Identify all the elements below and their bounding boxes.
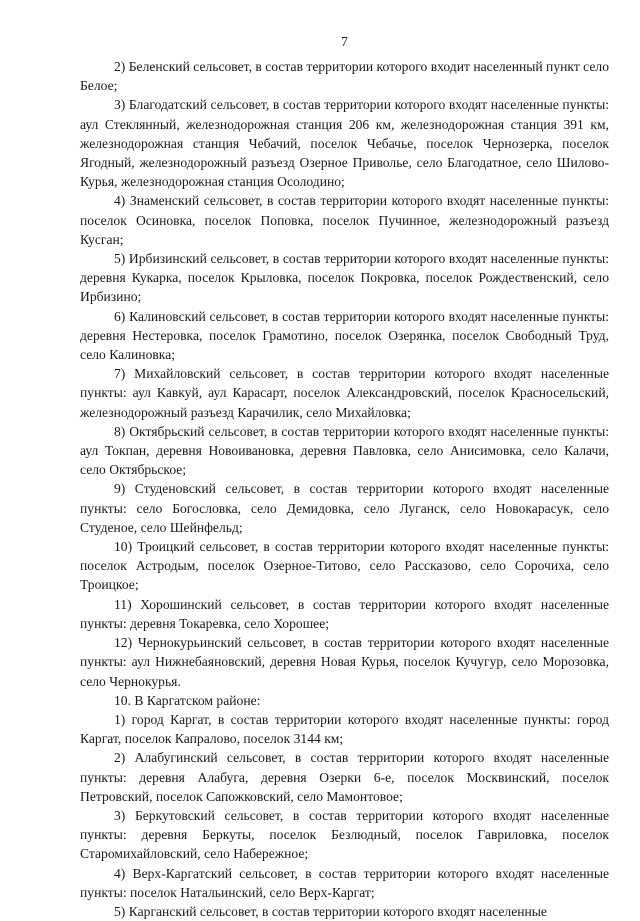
paragraph-khoroshinsky: 11) Хорошинский сельсовет, в состав территории которого входят населенные пункты: деревня Токаревка, село Хорошее; [80,596,609,631]
paragraph-chernokuryinsky: 12) Чернокурьинский сельсовет, в состав территории которого входят населенные пункты: аул Нижнебаяновский, деревня Новая Курья, поселок Кучугур, село Морозовка, село Чернокурья. [80,635,609,689]
paragraph-belensky: 2) Беленский сельсовет, в состав территории которого входит населенный пункт село Белое; [80,59,609,94]
paragraph-berkutovsky: 3) Беркутовский сельсовет, в состав территории которого входят населенные пункты: деревня Беркуты, поселок Безлюдный, поселок Гавриловка, поселок Старомихайловский, село Набережное; [80,807,609,862]
paragraph-znamensky: 4) Знаменский сельсовет, в состав территории которого входят населенные пункты: поселок Осиновка, поселок Поповка, поселок Пучинное, железнодорожный разъезд Кусган; [80,193,609,247]
paragraph-irbizinsky: 5) Ирбизинский сельсовет, в состав территории которого входят населенные пункты: деревня Кукарка, поселок Крыловка, поселок Покровка, поселок Рождественский, село Ирбизино; [80,251,609,305]
paragraph-verkh-kargatsky: 4) Верх-Каргатский сельсовет, в состав территории которого входят населенные пункты: поселок Натальинский, село Верх-Каргат; [80,865,609,900]
page-number: 7 [341,34,348,49]
paragraph-alabuginsky: 2) Алабугинский сельсовет, в состав территории которого входят населенные пункты: деревня Алабуга, деревня Озерки 6-е, поселок Москвинский, поселок Петровский, поселок Сапожковский, село Мамонтовое; [80,750,609,804]
paragraph-studenovsky: 9) Студеновский сельсовет, в состав территории которого входят населенные пункты: село Богословка, село Демидовка, село Луганск, село Новокарасук, село Студеное, село Шейнфельд; [80,481,609,535]
paragraph-kargansky: 5) Карганский сельсовет, в состав территории которого входят населенные [114,903,547,919]
paragraph-kargat-city: 1) город Каргат, в состав территории которого входят населенные пункты: город Каргат, поселок Капралово, поселок 3144 км; [80,711,609,747]
paragraph-mikhailovsky: 7) Михайловский сельсовет, в состав территории которого входят населенные пункты: аул Кавкуй, аул Карасарт, поселок Александровский, поселок Красносельский, железнодорожный разъезд Карачилик, село Михайловка; [80,366,609,420]
paragraph-blagodatsky: 3) Благодатский сельсовет, в состав территории которого входят населенные пункты: аул Стеклянный, железнодорожная станция 206 км, железнодорожная станция 391 км, железнодорожная станция Чебачий, поселок Чебачье, поселок Чернозерка, поселок Ягодный, железнодорожный разъезд Озерное Приволье, село Благодатное, село Шилово-Курья, железнодорожная станция Осолодино; [80,97,609,190]
paragraph-kalinovsky: 6) Калиновский сельсовет, в состав территории которого входят населенные пункты: деревня Нестеровка, поселок Грамотино, поселок Озерянка, поселок Свободный Труд, село Калиновка; [80,308,609,363]
paragraph-troitsky: 10) Троицкий сельсовет, в состав территории которого входят населенные пункты: поселок Астродым, поселок Озерное-Титово, село Рассказово, село Сорочиха, село Троицкое; [80,539,609,593]
paragraph-oktyabrsky: 8) Октябрьский сельсовет, в состав территории которого входят населенные пункты: аул Токпан, деревня Новоивановка, деревня Павловка, село Анисимовка, село Калачи, село Октябрьское; [80,423,609,478]
section-heading-kargatsky: 10. В Каргатском районе: [114,692,261,708]
